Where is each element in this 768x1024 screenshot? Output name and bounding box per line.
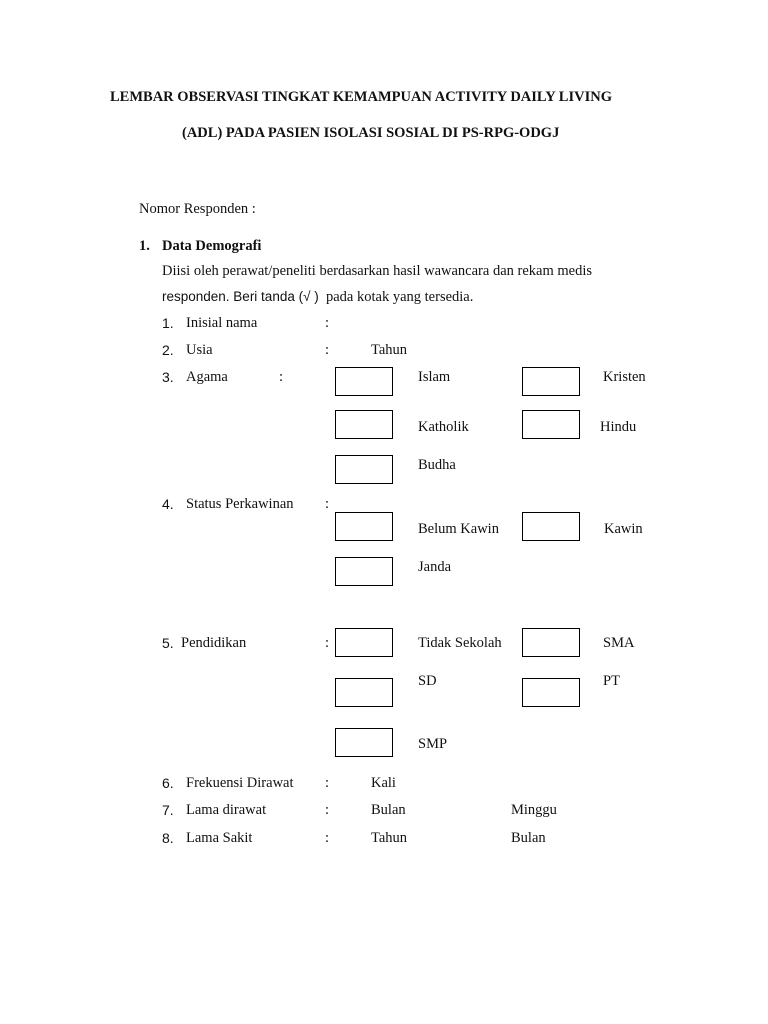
option-budha: Budha [418,457,456,473]
field-num-lama-sakit: 8. [162,830,174,846]
colon-pendidikan: : [325,635,330,651]
instruction-line2-sans: responden. Beri tanda (√ ) [162,289,319,304]
field-label-pendidikan: Pendidikan [181,635,247,651]
field-label-frekuensi: Frekuensi Dirawat [186,775,294,791]
field-label-lama-sakit: Lama Sakit [186,830,253,846]
option-kawin: Kawin [604,521,643,537]
field-label-lama-dirawat: Lama dirawat [186,802,267,818]
field-num-agama: 3. [162,369,174,385]
unit-frekuensi-kali: Kali [371,775,396,791]
option-smp: SMP [418,736,448,752]
checkbox-sd[interactable] [335,678,393,707]
field-num-status: 4. [162,496,174,512]
option-sd: SD [418,673,437,689]
checkbox-pt[interactable] [522,678,580,707]
field-num-frekuensi: 6. [162,775,174,791]
option-katholik: Katholik [418,419,469,435]
field-label-inisial: Inisial nama [186,315,258,331]
checkbox-sma[interactable] [522,628,580,657]
instruction-line1: Diisi oleh perawat/peneliti berdasarkan hasil wawancara dan rekam medis [162,263,592,279]
checkbox-janda[interactable] [335,557,393,586]
unit-lama-dirawat-minggu: Minggu [511,802,557,818]
checkbox-smp[interactable] [335,728,393,757]
colon-frekuensi: : [325,775,330,791]
option-kristen: Kristen [603,369,646,385]
colon-lama-sakit: : [325,830,330,846]
checkbox-kawin[interactable] [522,512,580,541]
option-sma: SMA [603,635,635,651]
unit-usia-tahun: Tahun [371,342,408,358]
colon-lama-dirawat: : [325,802,330,818]
checkbox-kristen[interactable] [522,367,580,396]
colon-usia: : [325,342,330,358]
unit-lama-sakit-bulan: Bulan [511,830,546,846]
colon-agama: : [279,369,284,385]
field-label-usia: Usia [186,342,213,358]
instruction-line2-rest: pada kotak yang tersedia. [326,289,474,305]
option-janda: Janda [418,559,452,575]
option-belum-kawin: Belum Kawin [418,521,499,537]
checkbox-budha[interactable] [335,455,393,484]
unit-lama-sakit-tahun: Tahun [371,830,408,846]
field-num-lama-dirawat: 7. [162,802,174,818]
document-title-line1: LEMBAR OBSERVASI TINGKAT KEMAMPUAN ACTIVITY DAILY LIVING [110,89,612,105]
option-tidak-sekolah: Tidak Sekolah [418,635,502,651]
field-num-inisial: 1. [162,315,174,331]
respondent-number-label: Nomor Responden : [139,201,256,217]
colon-status: : [325,496,330,512]
field-label-status: Status Perkawinan [186,496,294,512]
checkbox-islam[interactable] [335,367,393,396]
field-label-agama: Agama [186,369,228,385]
document-title-line2: (ADL) PADA PASIEN ISOLASI SOSIAL DI PS-RPG-ODGJ [182,125,560,141]
instruction-line2 [162,288,473,306]
checkbox-katholik[interactable] [335,410,393,439]
option-pt: PT [603,673,620,689]
option-hindu: Hindu [600,419,637,435]
section-heading: Data Demografi [162,238,262,254]
option-islam: Islam [418,369,451,385]
checkbox-tidak-sekolah[interactable] [335,628,393,657]
checkbox-belum-kawin[interactable] [335,512,393,541]
field-num-usia: 2. [162,342,174,358]
colon-inisial: : [325,315,330,331]
unit-lama-dirawat-bulan: Bulan [371,802,406,818]
field-num-pendidikan: 5. [162,635,174,651]
checkbox-hindu[interactable] [522,410,580,439]
section-number: 1. [139,238,150,254]
